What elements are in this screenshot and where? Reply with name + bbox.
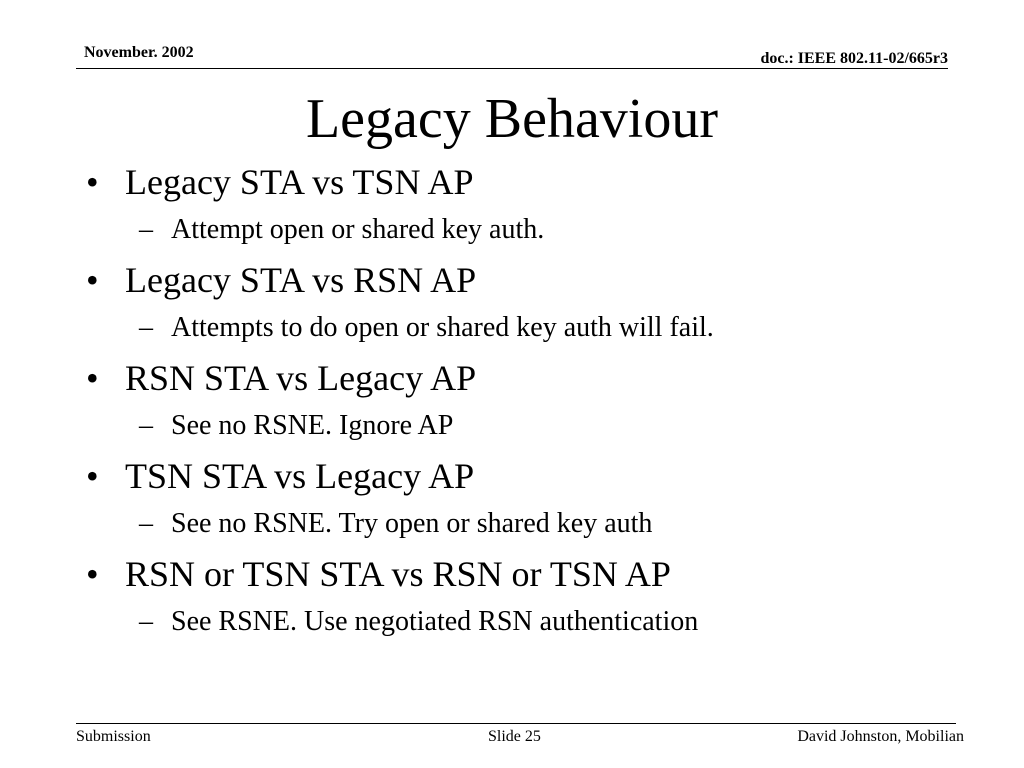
dash-marker: – — [139, 214, 153, 245]
bullet-marker: • — [86, 358, 99, 398]
header-date: November. 2002 — [84, 44, 194, 61]
bullet-item — [86, 354, 986, 402]
header-divider — [76, 68, 948, 69]
sub-bullet-text: Attempt open or shared key auth. — [171, 214, 545, 245]
sub-bullet-item — [86, 304, 986, 352]
sub-bullet-item — [86, 500, 986, 548]
footer-slide-number: Slide 25 — [488, 728, 541, 745]
dash-marker: – — [139, 312, 153, 343]
bullet-marker: • — [86, 456, 99, 496]
bullet-text: Legacy STA vs RSN AP — [125, 260, 477, 300]
footer-author: David Johnston, Mobilian — [797, 728, 964, 745]
bullet-text: Legacy STA vs TSN AP — [125, 162, 474, 202]
bullet-item — [86, 550, 986, 598]
bullet-text: TSN STA vs Legacy AP — [125, 456, 475, 496]
sub-bullet-text: Attempts to do open or shared key auth will fail. — [171, 312, 714, 343]
sub-bullet-text: See RSNE. Use negotiated RSN authentication — [171, 606, 699, 637]
footer-submission: Submission — [76, 728, 151, 745]
dash-marker: – — [139, 508, 153, 539]
sub-bullet-text: See no RSNE. Ignore AP — [171, 410, 454, 441]
dash-marker: – — [139, 410, 153, 441]
slide-body — [86, 158, 986, 648]
header-doc-id: doc.: IEEE 802.11-02/665r3 — [760, 50, 948, 67]
dash-marker: – — [139, 606, 153, 637]
sub-bullet-item — [86, 402, 986, 450]
sub-bullet-text: See no RSNE. Try open or shared key auth — [171, 508, 653, 539]
bullet-text: RSN STA vs Legacy AP — [125, 358, 477, 398]
bullet-marker: • — [86, 162, 99, 202]
bullet-marker: • — [86, 554, 99, 594]
bullet-item — [86, 256, 986, 304]
bullet-item — [86, 452, 986, 500]
sub-bullet-item — [86, 598, 986, 646]
bullet-text: RSN or TSN STA vs RSN or TSN AP — [125, 554, 671, 594]
bullet-marker: • — [86, 260, 99, 300]
sub-bullet-item — [86, 206, 986, 254]
footer-divider — [76, 723, 956, 724]
slide-title: Legacy Behaviour — [305, 88, 719, 150]
bullet-item — [86, 158, 986, 206]
